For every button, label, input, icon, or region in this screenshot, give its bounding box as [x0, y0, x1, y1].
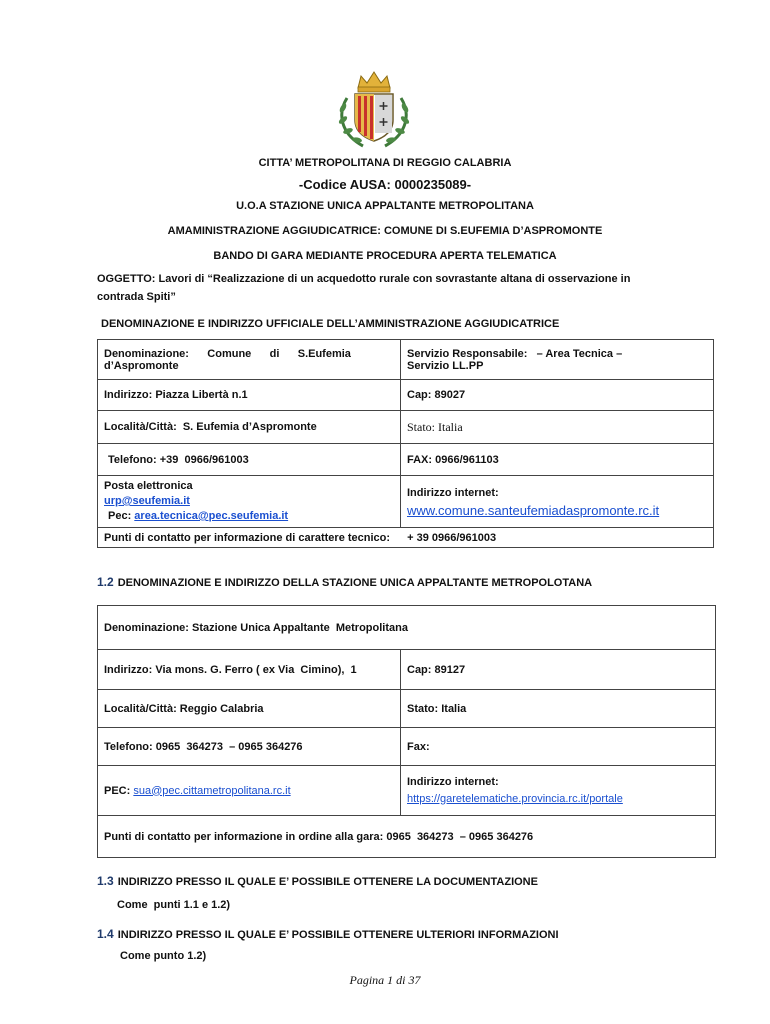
servizio-text: Servizio Responsabile: – Area Tecnica –	[407, 347, 623, 360]
sua-pec-email-link[interactable]: sua@pec.cittametropolitana.rc.it	[133, 784, 291, 797]
posta-label: Posta elettronica	[104, 480, 193, 492]
sua-internet-url-link[interactable]: https://garetelematiche.provincia.rc.it/portale	[407, 792, 623, 805]
sua-denominazione-cell: Denominazione: Stazione Unica Appaltante Metropolitana	[98, 606, 716, 650]
sua-telefono-cell: Telefono: 0965 364273 – 0965 364276	[98, 728, 401, 766]
section4-number: 1.4	[97, 927, 114, 941]
fax-cell: FAX: 0966/961103	[401, 444, 714, 476]
servizio-cell	[401, 340, 714, 380]
sua-pec-cell	[98, 766, 401, 816]
sua-internet-cell	[401, 766, 716, 816]
internet-url-link[interactable]: www.comune.santeufemiadaspromonte.rc.it	[407, 502, 660, 518]
sua-fax-cell: Fax:	[401, 728, 716, 766]
pec-email-link[interactable]: area.tecnica@pec.seufemia.it	[134, 510, 289, 522]
section3-title: INDIRIZZO PRESSO IL QUALE E’ POSSIBILE OTTENERE LA DOCUMENTAZIONE	[117, 876, 538, 888]
section4-title: INDIRIZZO PRESSO IL QUALE E’ POSSIBILE OTTENERE ULTERIORI INFORMAZIONI	[117, 929, 559, 941]
header-authority: CITTA’ METROPOLITANA DI REGGIO CALABRIA	[258, 157, 512, 169]
section2-heading	[97, 575, 592, 589]
header-uoa: U.O.A STAZIONE UNICA APPALTANTE METROPOLITANA	[236, 200, 534, 212]
sua-localita-cell: Località/Città: Reggio Calabria	[98, 690, 401, 728]
cap-cell: Cap: 89027	[401, 380, 714, 411]
internet-label: Indirizzo internet:	[407, 486, 499, 499]
section1-title: DENOMINAZIONE E INDIRIZZO UFFICIALE DELL’AMMINISTRAZIONE AGGIUDICATRICE	[101, 318, 560, 330]
section4-body: Come punto 1.2)	[120, 950, 207, 962]
sua-stato-cell: Stato: Italia	[401, 690, 716, 728]
header-ausa-code: -Codice AUSA: 0000235089-	[298, 177, 472, 192]
page-number: Pagina 1 di 37	[349, 973, 421, 987]
sua-indirizzo-cell: Indirizzo: Via mons. G. Ferro ( ex Via Cimino), 1	[98, 650, 401, 690]
servizio-text-2: Servizio LL.PP	[407, 359, 484, 372]
section2-table	[97, 605, 716, 858]
posta-cell	[98, 476, 401, 528]
denominazione-cell	[98, 340, 401, 380]
section3-heading	[97, 874, 538, 888]
section2-number: 1.2	[97, 575, 114, 589]
oggetto-line1: OGGETTO: Lavori di “Realizzazione di un acquedotto rurale con sovrastante altana di osservazione in	[97, 273, 631, 285]
contatti-cell	[98, 528, 714, 548]
header-administration: AMAMINISTRAZIONE AGGIUDICATRICE: COMUNE DI S.EUFEMIA D’ASPROMONTE	[167, 225, 603, 237]
contatti-value: + 39 0966/961003	[407, 531, 497, 544]
sua-contatti-cell: Punti di contatto per informazione in ordine alla gara: 0965 364273 – 0965 364276	[98, 816, 716, 858]
section1-table	[97, 339, 714, 548]
localita-cell: Località/Città: S. Eufemia d’Aspromonte	[98, 411, 401, 444]
sua-pec-label: PEC:	[104, 784, 134, 797]
denominazione-text: Denominazione: Comune di S.Eufemia	[104, 347, 351, 360]
section3-body: Come punti 1.1 e 1.2)	[117, 899, 231, 911]
oggetto-line2: contrada Spiti”	[97, 291, 176, 303]
header-bando: BANDO DI GARA MEDIANTE PROCEDURA APERTA TELEMATICA	[213, 250, 557, 262]
internet-cell	[401, 476, 714, 528]
sua-internet-label: Indirizzo internet:	[407, 775, 499, 788]
section3-number: 1.3	[97, 874, 114, 888]
coat-of-arms-logo	[333, 68, 415, 152]
denominazione-text-2: d’Aspromonte	[104, 359, 179, 372]
contatti-label: Punti di contatto per informazione di carattere tecnico:	[104, 531, 391, 544]
posta-email-link[interactable]: urp@seufemia.it	[104, 495, 190, 507]
indirizzo-cell: Indirizzo: Piazza Libertà n.1	[98, 380, 401, 411]
sua-cap-cell: Cap: 89127	[401, 650, 716, 690]
section2-title: DENOMINAZIONE E INDIRIZZO DELLA STAZIONE UNICA APPALTANTE METROPOLOTANA	[117, 577, 593, 589]
stato-cell: Stato: Italia	[401, 411, 714, 444]
telefono-cell: Telefono: +39 0966/961003	[98, 444, 401, 476]
pec-label: Pec:	[108, 510, 135, 522]
section4-heading	[97, 927, 559, 941]
